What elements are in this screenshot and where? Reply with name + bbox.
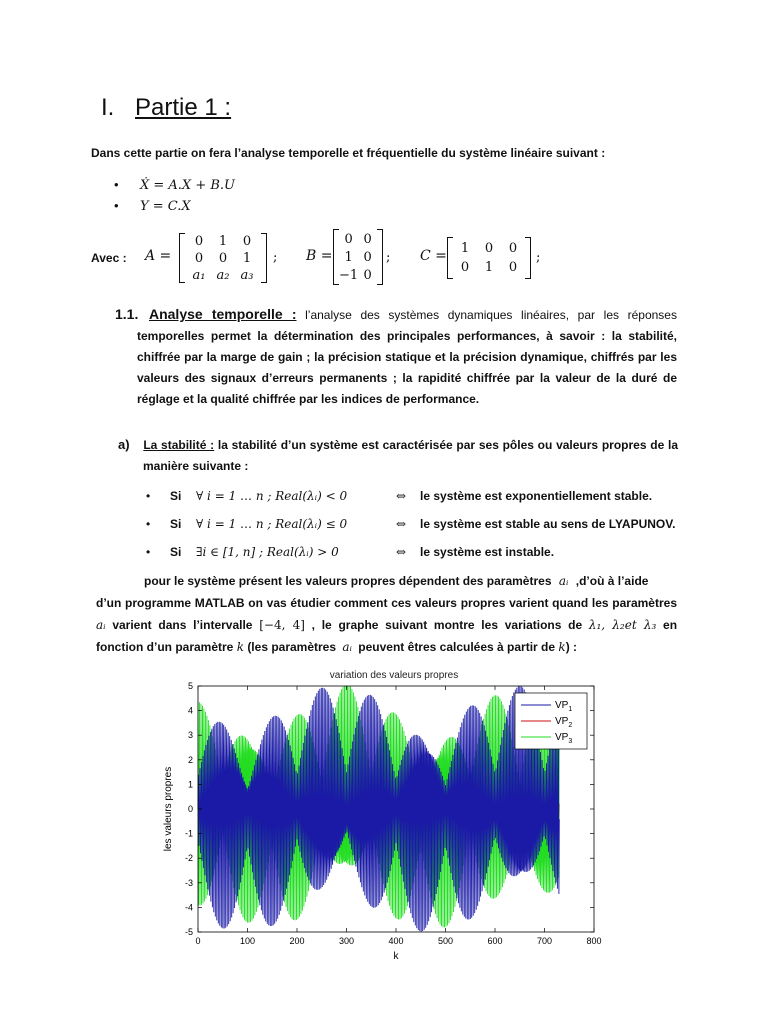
x-tick-label: 600 (487, 936, 503, 946)
section-title: Analyse temporelle : (148, 306, 297, 322)
x-axis-label: k (393, 951, 399, 962)
y-axis-label: les valeurs propres (163, 766, 174, 852)
avec-label: Avec : (91, 251, 127, 265)
heading-title: Partie 1 : (135, 94, 232, 121)
eigenvalue-chart (155, 662, 615, 964)
section-line: chiffrée par la marge de gain ; la précision statique et la précision dynamique, chiffrés par les (137, 350, 677, 364)
y-tick-label: 3 (187, 730, 193, 741)
y-tick-label: -1 (184, 828, 193, 839)
legend-entry: $VP_3$ (555, 732, 573, 745)
x-tick-label: 100 (239, 936, 256, 946)
para-line: d’un programme MATLAB on vas étudier comment ces valeurs propres varient quand les paramètres (96, 596, 677, 610)
condition-item: • Si ∀ i = 1 … n ; Real(λᵢ) ≤ 0 ⇔ le système est stable au sens de LYAPUNOV. (146, 517, 676, 531)
output-equation: Y = C.X (140, 199, 191, 214)
y-tick-label: -3 (184, 877, 193, 888)
x-tick-label: 0 (195, 936, 201, 946)
y-tick-label: -5 (184, 927, 193, 937)
matrix-a-label: A = (145, 248, 172, 264)
section-line: réglage et la qualité chiffrée par les indices de performance. (137, 392, 480, 406)
chart-title: variation des valeurs propres (329, 670, 459, 681)
legend-entry: $VP_1$ (555, 700, 573, 713)
intro-text: Dans cette partie on fera l’analyse temporelle et fréquentielle du système linéaire suivant : (91, 146, 606, 160)
x-tick-label: 200 (289, 936, 305, 946)
separator: ; (386, 250, 391, 265)
list-marker: a) (118, 437, 130, 452)
condition-item: • Si ∃i ∈ [1, n] ; Real(λᵢ) > 0 ⇔ le système est instable. (146, 545, 555, 559)
stability-conditions (146, 482, 675, 566)
section-line: temporelles permet la détermination des principales performances, à savoir : la stabilité, (137, 329, 677, 343)
x-tick-label: 700 (536, 936, 553, 946)
stability-line: manière suivante : (143, 459, 249, 473)
legend-entry: $VP_2$ (555, 716, 573, 729)
paragraph (96, 570, 677, 658)
y-tick-label: 1 (187, 779, 193, 790)
heading-number: I. (101, 94, 115, 121)
para-line: pour le système présent les valeurs propres dépendent des paramètres aᵢ ,d’où à l’aide (144, 574, 649, 588)
x-tick-label: 500 (437, 936, 454, 946)
section-number: 1.1. (115, 306, 139, 322)
section-line: 1.1. Analyse temporelle : l’analyse des systèmes dynamiques linéaires, par les réponses (115, 306, 677, 322)
stability-block (118, 434, 678, 477)
stability-line: a) La stabilité : la stabilité d’un système est caractérisée par ses pôles ou valeurs propres de la (118, 437, 679, 452)
section-analyse-temporelle (115, 304, 677, 410)
separator: ; (273, 250, 278, 265)
matrix-a: 0 1 0 0 0 1 a₁ a₂ a₃ (179, 233, 267, 283)
separator: ; (536, 250, 541, 265)
section-heading (101, 94, 231, 122)
y-tick-label: 2 (187, 754, 193, 765)
chart-legend (515, 693, 587, 749)
state-equation: Ẋ = A.X + B.U (140, 178, 235, 193)
equation-list (114, 177, 235, 219)
matrix-c: 1 0 0 0 1 0 (447, 237, 531, 279)
matrix-c-label: C = (420, 248, 447, 264)
y-tick-label: 0 (187, 804, 193, 814)
section-line: valeurs des signaux d’erreurs permanents ; la rapidité chiffrée par la valeur de la duré de (137, 371, 677, 385)
para-line: aᵢ varient dans l’intervalle [−4, 4] , le graphe suivant montre les variations de λ₁, λ₂et λ₃ en (96, 618, 678, 632)
condition-item: • Si ∀ i = 1 … n ; Real(λᵢ) < 0 ⇔ le système est exponentiellement stable. (146, 489, 653, 503)
y-tick-label: -4 (184, 902, 193, 913)
y-tick-label: -2 (184, 853, 193, 864)
equation-item: • Y = C.X (114, 198, 191, 214)
matrix-b-label: B = (306, 248, 333, 264)
para-line: fonction d’un paramètre k (les paramètres aᵢ peuvent êtres calculées à partir de k) : (96, 640, 578, 654)
matrix-b: 0 0 1 0 −1 0 (333, 229, 383, 285)
x-tick-label: 300 (338, 936, 355, 946)
stability-title: La stabilité : (143, 438, 215, 452)
equation-item: • Ẋ = A.X + B.U (114, 177, 235, 193)
y-tick-label: 5 (187, 681, 193, 691)
y-tick-label: 4 (187, 705, 193, 716)
x-tick-label: 800 (586, 936, 602, 946)
x-tick-label: 400 (388, 936, 404, 946)
